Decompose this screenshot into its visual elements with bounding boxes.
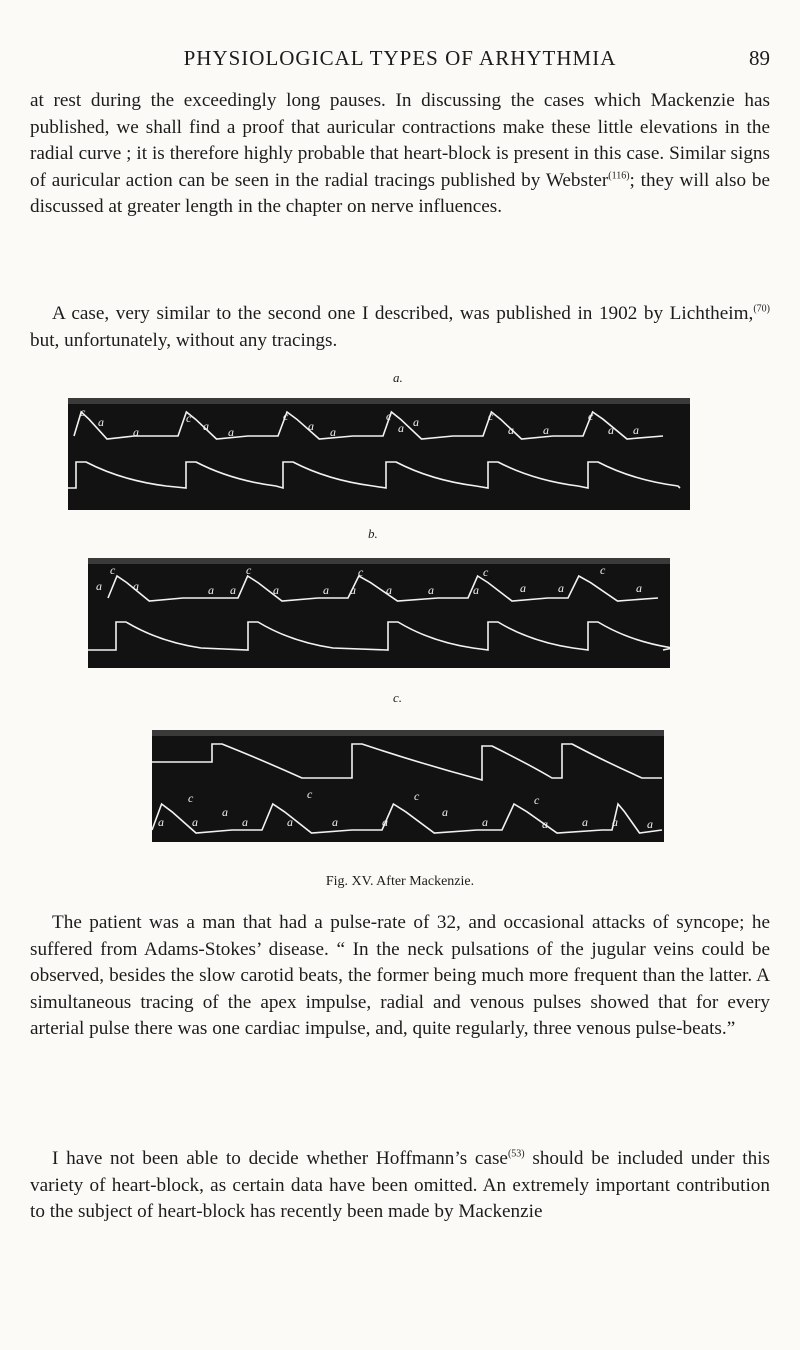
wave-label-a: a (308, 419, 314, 433)
wave-label-c: c (483, 565, 489, 579)
wave-label-a: a (332, 815, 338, 829)
wave-label-c: c (600, 564, 606, 577)
venous-pulse-curve (74, 412, 663, 439)
footnote-ref-53: (53) (507, 1148, 525, 1160)
paragraph-2-text-a: A case, very similar to the second one I described, was published in 1902 by Lichtheim, (52, 303, 754, 324)
panel-label-a: a. (393, 370, 403, 385)
wave-label-a: a (98, 415, 104, 429)
wave-label-c: c (110, 564, 116, 577)
paragraph-3-text: The patient was a man that had a pulse-rate of 32, and occasional attacks of syncope; he suffered from Adams-Stokes’ disease. “ In the neck pulsations of the jugular veins could be observed, besides the slow carotid beats, the former being much more frequent than the latter. A simultaneous tracing of the apex impulse, radial and venous pulses showed that for every arterial pulse there was one cardiac impulse, and, quite regularly, three venous pulse-beats.” (30, 912, 770, 1039)
wave-label-a: a (542, 817, 548, 831)
wave-label-a: a (133, 579, 139, 593)
wave-label-a: a (158, 815, 164, 829)
wave-label-a: a (203, 419, 209, 433)
radial-pulse-curve (152, 744, 662, 780)
tracing-c-svg (152, 736, 664, 842)
wave-label-a: a (96, 579, 102, 593)
wave-label-c: c (188, 791, 194, 805)
wave-label-a: a (192, 815, 198, 829)
wave-label-a: a (323, 583, 329, 597)
footnote-ref-70: (70) (753, 303, 770, 315)
wave-label-a: a (608, 423, 614, 437)
page-number: 89 (749, 46, 770, 70)
paragraph-3 (30, 910, 770, 1043)
venous-pulse-curve (108, 576, 658, 601)
wave-label-c: c (534, 793, 540, 807)
wave-label-a: a (413, 415, 419, 429)
wave-label-a: a (473, 583, 479, 597)
radial-pulse-curve (68, 462, 680, 488)
panel-label-c: c. (393, 690, 403, 705)
wave-label-a: a (222, 805, 228, 819)
paragraph-4-text-b: should be included under this variety of heart-block, as certain data have been omitted. An extremely important contribution to the subject of heart-block has recently been made by Mackenzie (30, 1148, 771, 1222)
paragraph-2-text-b: but, unfortunately, without any tracings. (30, 329, 338, 351)
wave-label-a: a (558, 581, 564, 595)
radial-pulse-curve (88, 622, 670, 650)
paragraph-1-text-b: ; they will also be discussed at greater length in the chapter on nerve influences. (30, 169, 771, 217)
wave-label-a: a (228, 425, 234, 439)
wave-label-c: c (386, 409, 392, 423)
wave-label-a: a (330, 425, 336, 439)
wave-label-a: a (386, 583, 392, 597)
footnote-ref-116: (116) (608, 170, 630, 182)
paragraph-4 (30, 1146, 770, 1226)
page-header (30, 46, 770, 76)
tracing-b-svg (88, 564, 670, 668)
paragraph-2 (30, 301, 770, 354)
figure-caption: Fig. XV. After Mackenzie. (325, 874, 475, 889)
wave-label-c: c (283, 409, 289, 423)
wave-label-c: c (186, 411, 192, 425)
wave-label-c: c (80, 405, 86, 419)
wave-label-a: a (508, 423, 514, 437)
wave-label-a: a (273, 583, 279, 597)
wave-label-a: a (230, 583, 236, 597)
tracing-a-svg (68, 404, 690, 510)
wave-label-a: a (482, 815, 488, 829)
tracing-panel-b (88, 558, 670, 668)
wave-label-a: a (647, 817, 653, 831)
running-title: PHYSIOLOGICAL TYPES OF ARHYTHMIA (183, 46, 617, 70)
wave-label-a: a (382, 815, 388, 829)
wave-label-a: a (633, 423, 639, 437)
wave-label-c: c (246, 564, 252, 577)
wave-label-a: a (428, 583, 434, 597)
wave-label-c: c (488, 409, 494, 423)
wave-label-a: a (350, 583, 356, 597)
tracing-panel-a (68, 398, 690, 510)
wave-label-a: a (398, 421, 404, 435)
wave-label-c: c (358, 565, 364, 579)
wave-label-a: a (582, 815, 588, 829)
wave-label-a: a (520, 581, 526, 595)
paragraph-1-text-a: at rest during the exceedingly long pauses. In discussing the cases which Mackenzie has published, we shall find a proof that auricular contractions make these little elevations in the radial curve ; it is therefore highly probable that heart-block is present in this case. Similar signs of auricular action can be seen in the radial tracings published by Webster (30, 90, 770, 191)
tracing-panel-c (152, 730, 664, 842)
wave-label-a: a (133, 425, 139, 439)
wave-label-a: a (636, 581, 642, 595)
paragraph-1 (30, 88, 770, 221)
wave-label-a: a (208, 583, 214, 597)
wave-label-a: a (242, 815, 248, 829)
wave-label-a: a (612, 815, 618, 829)
wave-label-c: c (414, 789, 420, 803)
panel-label-b: b. (368, 526, 378, 541)
wave-label-c: c (307, 787, 313, 801)
wave-label-a: a (543, 423, 549, 437)
wave-label-c: c (588, 409, 594, 423)
paragraph-4-text-a: I have not been able to decide whether Hoffmann’s case (52, 1148, 508, 1169)
wave-label-a: a (287, 815, 293, 829)
wave-label-a: a (442, 805, 448, 819)
